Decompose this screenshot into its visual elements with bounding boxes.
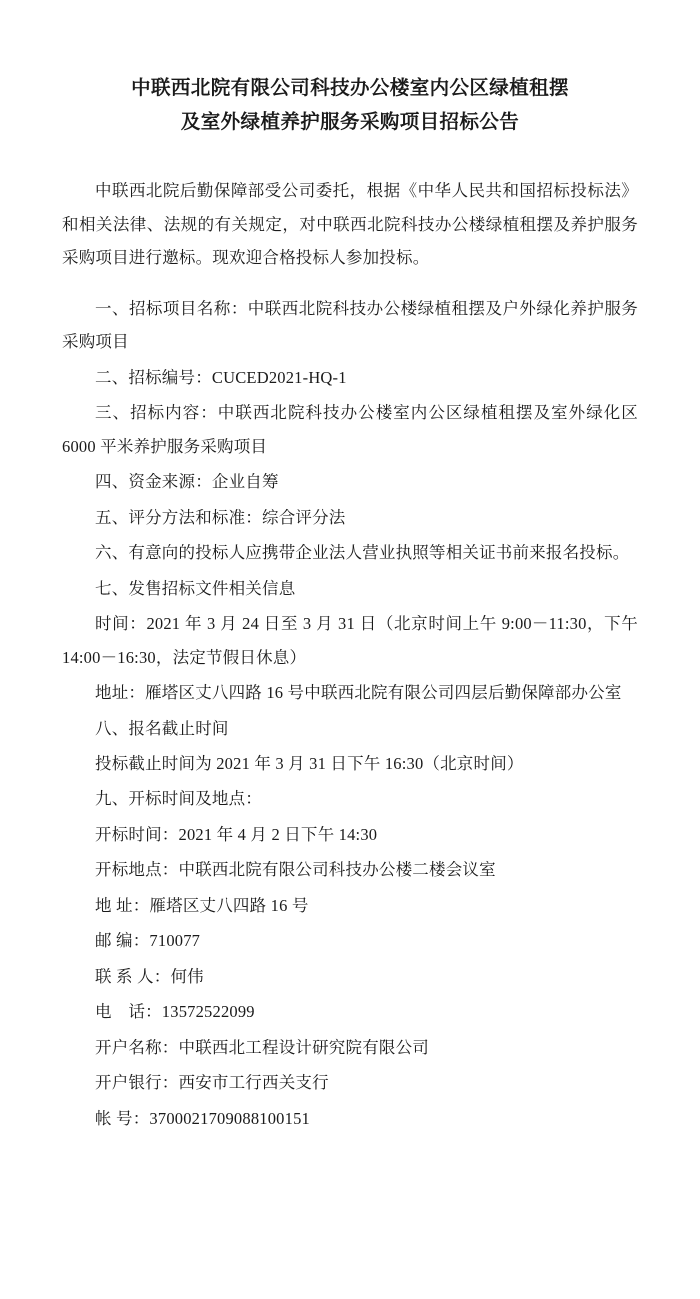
- contact-postcode: 邮 编：710077: [95, 931, 201, 951]
- account-name: 开户名称：中联西北工程设计研究院有限公司: [95, 1037, 429, 1057]
- intro-paragraph: 中联西北院后勤保障部受公司委托，根据《中华人民共和国招标投标法》和相关法律、法规的有关规定，对中联西北院科技办公楼绿植租摆及养护服务采购项目进行邀标。现欢迎合格投标人参加投标。: [62, 181, 638, 268]
- section-item-9-place: 开标地点：中联西北院有限公司科技办公楼二楼会议室: [95, 860, 496, 880]
- section-item-7-address: 地址：雁塔区丈八四路 16 号中联西北院有限公司四层后勤保障部办公室: [95, 683, 622, 703]
- section-item-6: 六、有意向的投标人应携带企业法人营业执照等相关证书前来报名投标。: [95, 543, 630, 563]
- page-title: [62, 72, 638, 140]
- section-item-4: 四、资金来源：企业自筹: [95, 472, 279, 492]
- document-body: [62, 174, 638, 1135]
- section-item-5: 五、评分方法和标准：综合评分法: [95, 507, 346, 527]
- contact-address: 地 址：雁塔区丈八四路 16 号: [95, 895, 309, 915]
- account-number: 帐 号：3700021709088100151: [95, 1108, 310, 1128]
- page-title-line-2: 及室外绿植养护服务采购项目招标公告: [180, 112, 520, 134]
- account-bank: 开户银行：西安市工行西关支行: [95, 1073, 329, 1093]
- section-item-8-deadline: 投标截止时间为 2021 年 3 月 31 日下午 16:30（北京时间）: [95, 754, 524, 773]
- section-item-1: 一、招标项目名称：中联西北院科技办公楼绿植租摆及户外绿化养护服务采购项目: [62, 298, 638, 352]
- section-item-3: 三、招标内容：中联西北院科技办公楼室内公区绿植租摆及室外绿化区 6000 平米养护服务采购项目: [62, 403, 638, 456]
- page-title-line-1: 中联西北院有限公司科技办公楼室内公区绿植租摆: [131, 78, 569, 99]
- section-item-9: 九、开标时间及地点：: [95, 789, 262, 809]
- section-item-7-time: 时间：2021 年 3 月 24 日至 3 月 31 日（北京时间上午 9:00－11:30，下午 14:00－16:30，法定节假日休息）: [62, 614, 638, 667]
- section-item-2: 二、招标编号：CUCED2021-HQ-1: [95, 367, 347, 387]
- section-item-7: 七、发售招标文件相关信息: [95, 578, 296, 598]
- contact-person: 联 系 人：何伟: [95, 966, 204, 986]
- contact-phone: 电 话：13572522099: [95, 1002, 255, 1022]
- section-item-9-time: 开标时间：2021 年 4 月 2 日下午 14:30: [95, 824, 378, 844]
- section-item-8: 八、报名截止时间: [95, 718, 229, 738]
